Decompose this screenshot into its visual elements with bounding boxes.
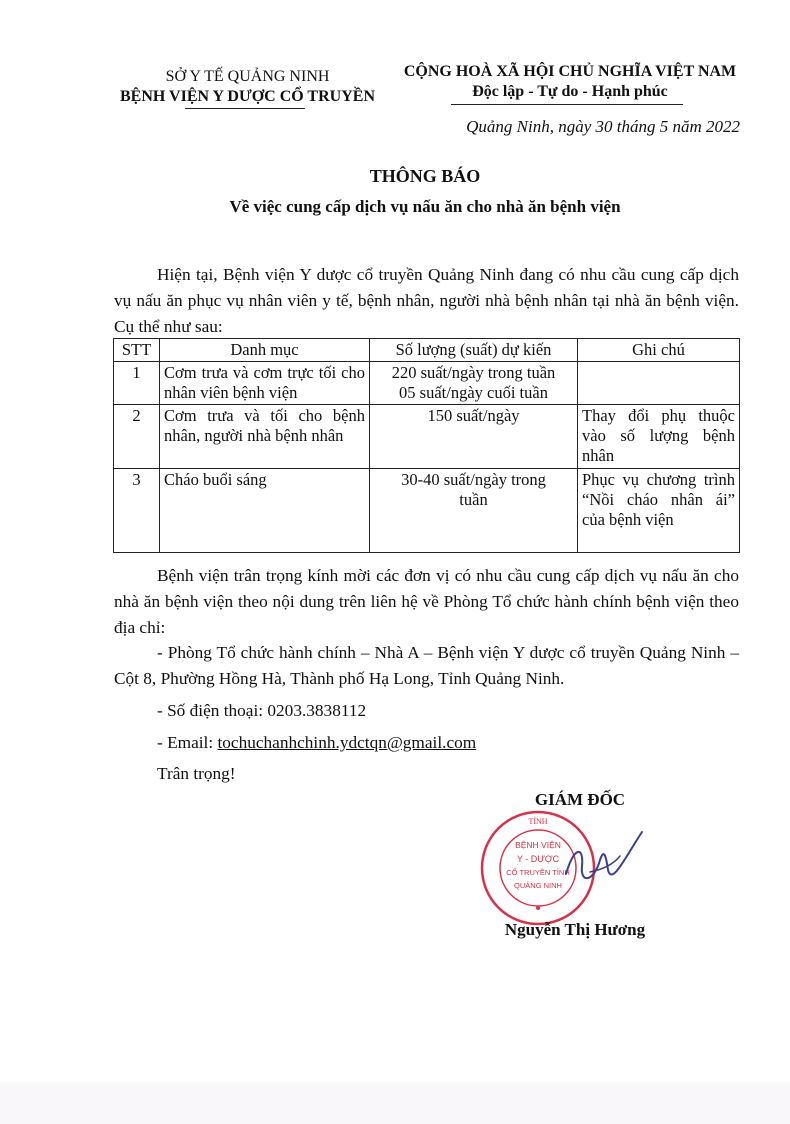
row-stt: 2: [114, 405, 160, 469]
row-note: [578, 362, 740, 405]
services-table: [113, 338, 740, 553]
table-header-row: [114, 339, 740, 362]
row-quantity: [370, 469, 578, 553]
intro-paragraph: Hiện tại, Bệnh viện Y dược cổ truyền Quảng Ninh đang có nhu cầu cung cấp dịch vụ nấu ăn phục vụ nhân viên y tế, bệnh nhân, người nhà bệnh nhân tại nhà ăn bệnh viện. Cụ thể như sau:: [114, 265, 739, 336]
table-row: [114, 405, 740, 469]
row-item: Cơm trưa và cơm trực tối cho nhân viên bệnh viện: [160, 362, 370, 405]
header-stt: STT: [114, 339, 160, 362]
row-note: Thay đổi phụ thuộc vào số lượng bệnh nhân: [578, 405, 740, 469]
header-item: Danh mục: [160, 339, 370, 362]
hospital-name: BỆNH VIỆN Y DƯỢC CỔ TRUYỀN: [120, 88, 375, 105]
row-item: Cháo buổi sáng: [160, 469, 370, 553]
document-title: THÔNG BÁO: [369, 166, 481, 186]
invitation-paragraph: Bệnh viện trân trọng kính mời các đơn vị có nhu cầu cung cấp dịch vụ nấu ăn cho nhà ăn bệnh viện theo nội dung trên liên hệ về Phòng Tổ chức hành chính bệnh viện theo địa chỉ:: [114, 566, 739, 637]
closing-line: Trân trọng!: [157, 764, 236, 783]
phone-line: - Số điện thoại: 0203.3838112: [157, 701, 367, 720]
motto-rule: [451, 104, 683, 105]
seal-text: BỆNH VIỆN: [515, 840, 561, 850]
row-stt: 1: [114, 362, 160, 405]
seal-text: QUẢNG NINH: [514, 881, 562, 890]
email-link[interactable]: tochuchanhchinh.ydctqn@gmail.com: [217, 733, 477, 752]
seal-text: Y - DƯỢC: [516, 854, 560, 864]
row-quantity: [370, 405, 578, 469]
national-motto: Độc lập - Tự do - Hạnh phúc: [472, 83, 668, 100]
row-stt: 3: [114, 469, 160, 553]
signature-stroke: [566, 832, 642, 878]
header-quantity: Số lượng (suất) dự kiến: [370, 339, 578, 362]
header-note: Ghi chú: [578, 339, 740, 362]
email-line: [114, 730, 739, 756]
seal-star-dot: [536, 906, 540, 910]
table-row: [114, 362, 740, 405]
row-quantity: [370, 362, 578, 405]
seal-text: CỔ TRUYỀN TỈNH: [506, 868, 570, 877]
signer-position: GIÁM ĐỐC: [534, 790, 626, 809]
email-label: - Email:: [157, 733, 218, 752]
document-subtitle: Về việc cung cấp dịch vụ nấu ăn cho nhà ăn bệnh viện: [229, 197, 621, 216]
table-row: [114, 469, 740, 553]
seal-ring-text: TỈNH: [528, 817, 548, 826]
scan-footer-band: [0, 1082, 790, 1124]
date-line: Quảng Ninh, ngày 30 tháng 5 năm 2022: [466, 117, 740, 136]
signer-name: Nguyễn Thị Hương: [504, 920, 646, 939]
quantity-line: 150 suất/ngày: [427, 406, 520, 425]
hospital-name-rule: [185, 108, 305, 109]
quantity-line: 30-40 suất/ngày trong tuần: [401, 470, 546, 509]
row-note: Phục vụ chương trình “Nồi cháo nhân ái” của bệnh viện: [578, 469, 740, 553]
national-title: CỘNG HOÀ XÃ HỘI CHỦ NGHĨA VIỆT NAM: [403, 63, 737, 80]
row-item: Cơm trưa và tối cho bệnh nhân, người nhà bệnh nhân: [160, 405, 370, 469]
address-line: - Phòng Tổ chức hành chính – Nhà A – Bệnh viện Y dược cổ truyền Quảng Ninh – Cột 8, Phường Hồng Hà, Thành phố Hạ Long, Tỉnh Quảng Ninh.: [114, 643, 739, 688]
quantity-line: 220 suất/ngày trong tuần: [391, 363, 556, 382]
quantity-line: 05 suất/ngày cuối tuần: [399, 383, 548, 402]
handwritten-signature: [560, 826, 650, 896]
agency-name: SỞ Y TẾ QUẢNG NINH: [165, 68, 330, 85]
